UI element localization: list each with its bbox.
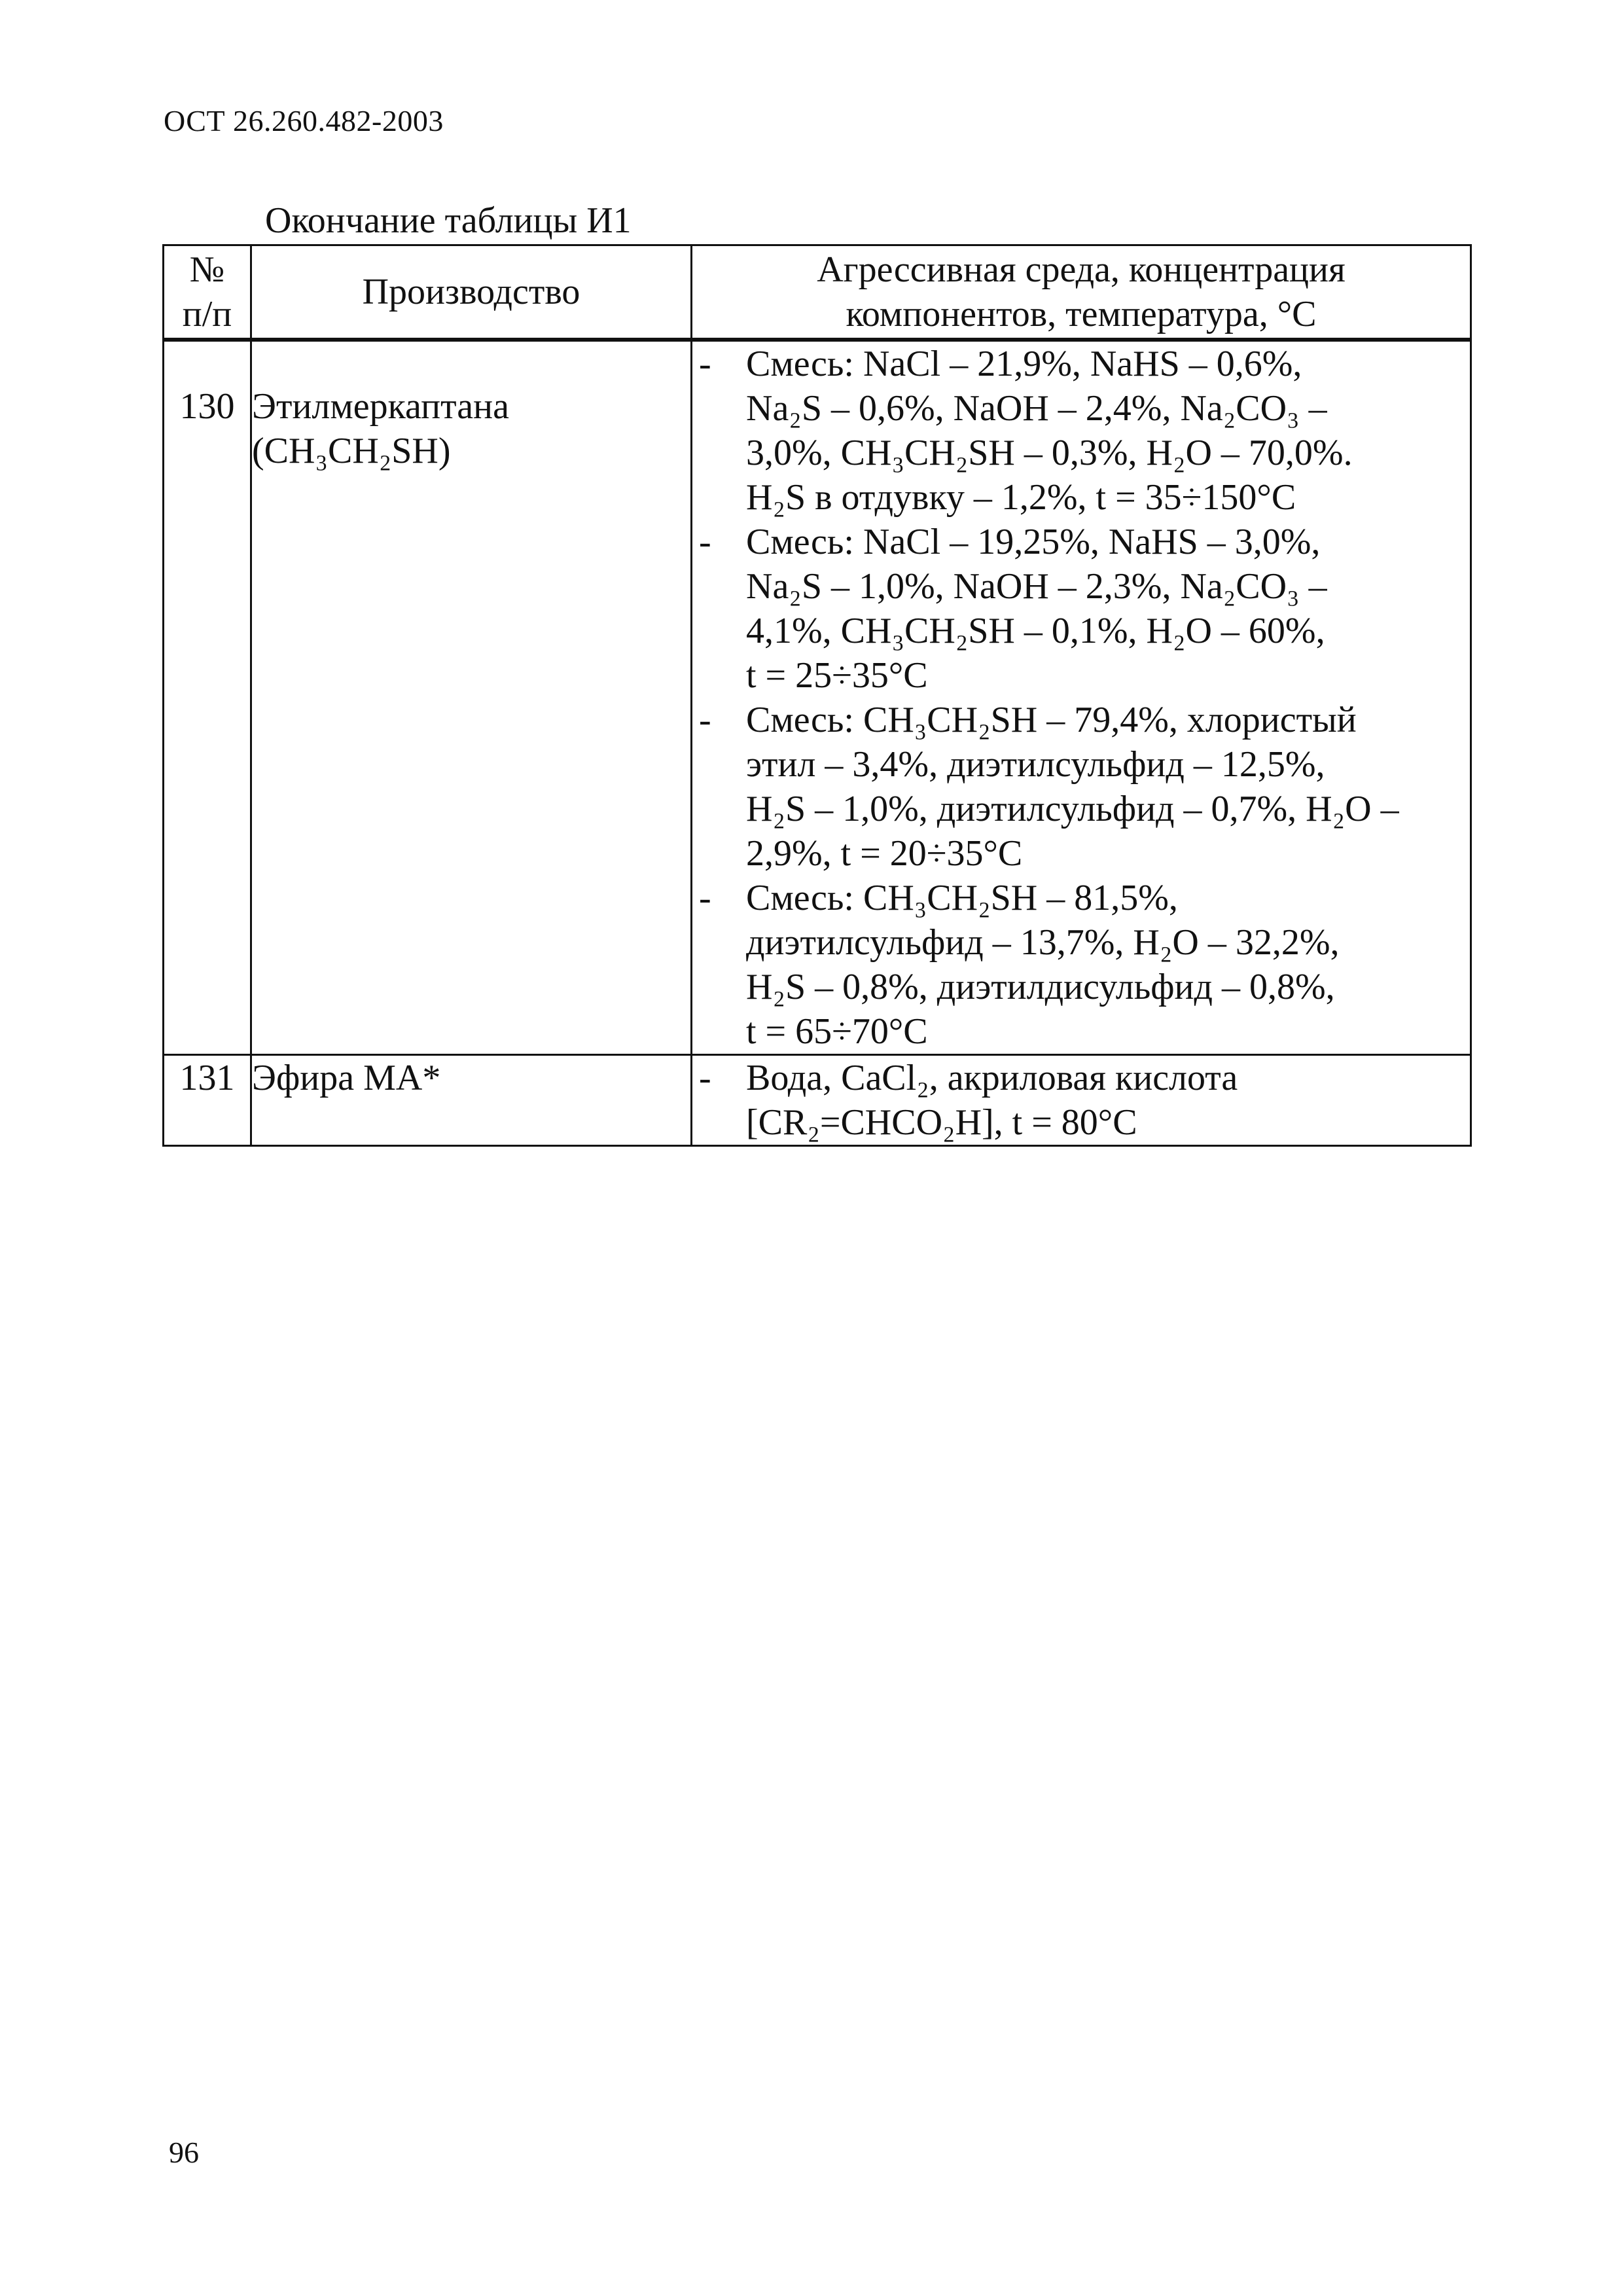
- environment-line: 3,0%, CH₃CH₂SH – 0,3%, H₂O – 70,0%.: [746, 433, 1353, 473]
- column-header-num: [164, 245, 251, 340]
- environment-line: H₂S в отдувку – 1,2%, t = 35÷150°С: [746, 477, 1296, 518]
- environment-line: Na₂S – 0,6%, NaOH – 2,4%, Na₂CO₃ –: [746, 388, 1327, 429]
- row-number: 130: [164, 340, 251, 1055]
- environment-line: [CR₂=CHCO₂H], t = 80°C: [746, 1102, 1137, 1143]
- production-line: Эфира МА*: [252, 1058, 441, 1098]
- column-header-production: [251, 245, 692, 340]
- production-line: Этилмеркаптана: [252, 386, 509, 427]
- header-environment-line-2: компонентов, температура, °С: [846, 294, 1317, 334]
- page-number: 96: [169, 2136, 199, 2169]
- environment-line: этил – 3,4%, диэтилсульфид – 12,5%,: [746, 744, 1325, 785]
- environment-line: t = 25÷35°C: [746, 655, 928, 696]
- environment-line: Смесь: NaCl – 19,25%, NaHS – 3,0%,: [746, 522, 1321, 562]
- environment-line: t = 65÷70°C: [746, 1011, 928, 1052]
- production-line: (CH₃CH₂SH): [252, 431, 451, 471]
- environment-item: [692, 876, 1470, 1054]
- environment-cell: [692, 340, 1471, 1055]
- list-dash: -: [699, 344, 711, 384]
- environment-line: Na₂S – 1,0%, NaOH – 2,3%, Na₂CO₃ –: [746, 566, 1327, 607]
- header-environment-line-1: Агрессивная среда, концентрация: [817, 249, 1346, 290]
- header-num-line-2: п/п: [182, 294, 232, 334]
- environment-cell: [692, 1055, 1471, 1146]
- header-num-line-1: №: [189, 249, 225, 290]
- environment-line: 4,1%, CH₃CH₂SH – 0,1%, H₂O – 60%,: [746, 611, 1325, 651]
- environment-line: диэтилсульфид – 13,7%, H₂O – 32,2%,: [746, 922, 1340, 963]
- table-row: [164, 1055, 1471, 1146]
- environment-line: H₂S – 0,8%, диэтилдисульфид – 0,8%,: [746, 967, 1335, 1007]
- environment-line: Вода, CaCl₂, акриловая кислота: [746, 1058, 1238, 1098]
- list-dash: -: [699, 1058, 711, 1098]
- production-cell: [251, 340, 692, 1055]
- aggressive-media-table: [162, 244, 1472, 1147]
- production-cell: [251, 1055, 692, 1146]
- environment-item: [692, 520, 1470, 698]
- table-header-row: [164, 245, 1471, 340]
- table-row: [164, 340, 1471, 1055]
- environment-line: 2,9%, t = 20÷35°C: [746, 833, 1023, 874]
- table-caption: Окончание таблицы И1: [265, 200, 632, 241]
- environment-line: H₂S – 1,0%, диэтилсульфид – 0,7%, H₂O –: [746, 789, 1399, 829]
- list-dash: -: [699, 522, 711, 562]
- environment-line: Смесь: CH₃CH₂SH – 79,4%, хлористый: [746, 700, 1357, 740]
- list-dash: -: [699, 700, 711, 740]
- environment-line: Смесь: NaCl – 21,9%, NaHS – 0,6%,: [746, 344, 1302, 384]
- header-production: Производство: [362, 272, 580, 312]
- environment-item: [692, 698, 1470, 876]
- environment-item: [692, 1056, 1470, 1145]
- environment-item: [692, 342, 1470, 520]
- row-number: 131: [164, 1055, 251, 1146]
- environment-line: Смесь: CH₃CH₂SH – 81,5%,: [746, 878, 1178, 918]
- document-code: ОСТ 26.260.482-2003: [164, 104, 444, 137]
- column-header-environment: [692, 245, 1471, 340]
- list-dash: -: [699, 878, 711, 918]
